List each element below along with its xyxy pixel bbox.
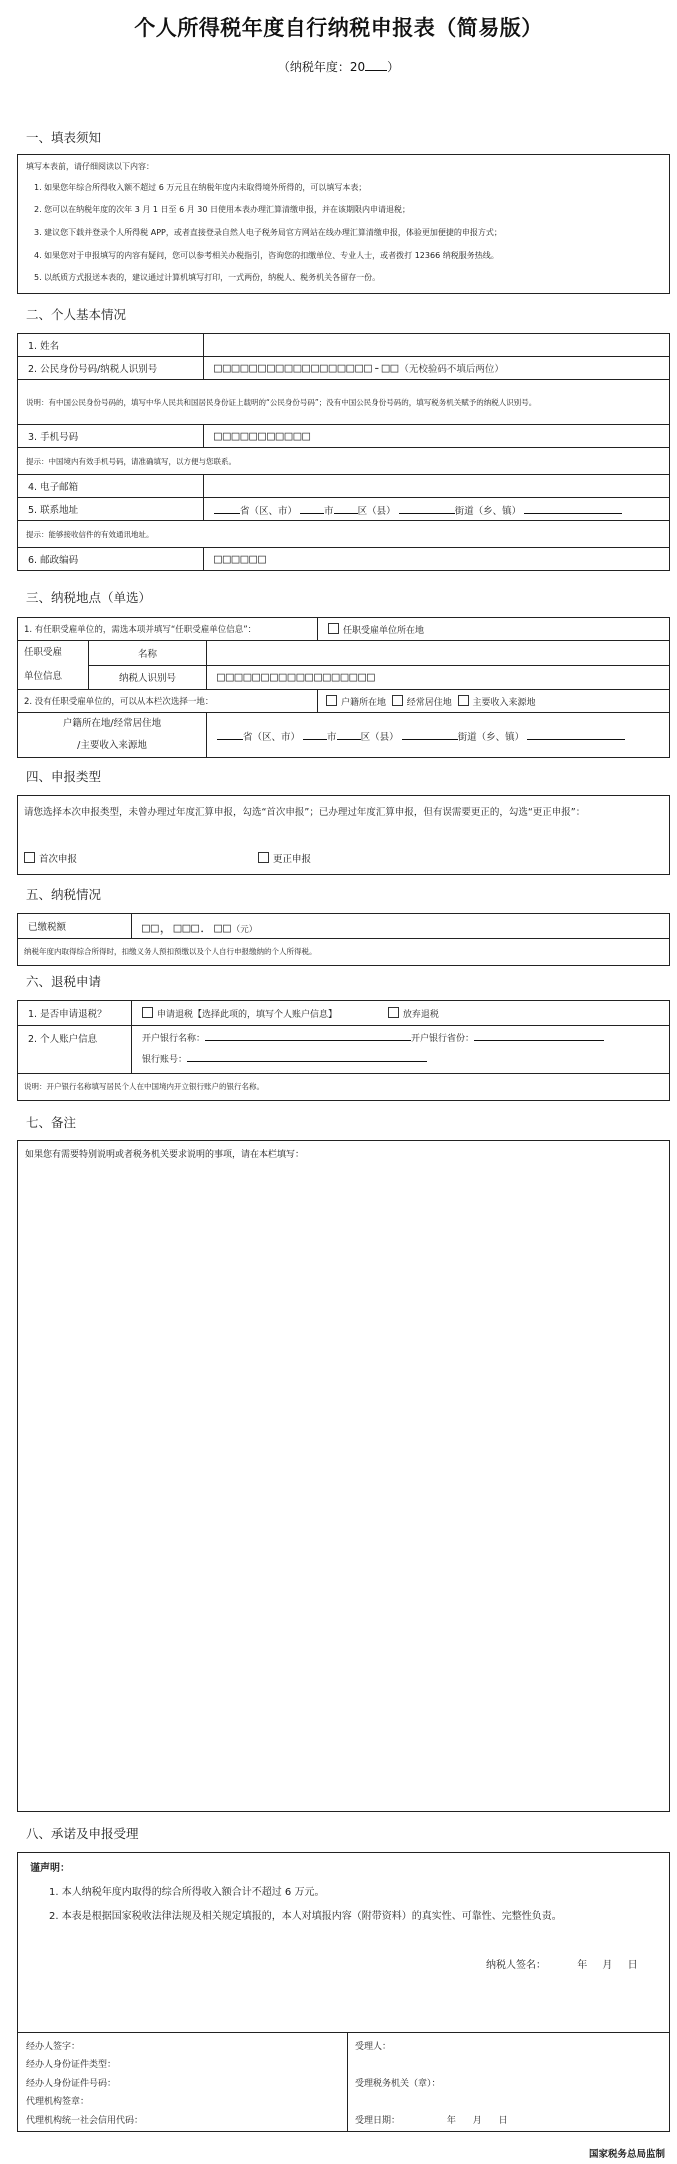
section-heading-declaration-type: 四、申报类型 [26, 769, 102, 784]
table-row [18, 1001, 670, 1026]
signature-label: 纳税人签名： [486, 1960, 546, 1971]
tax-year-prefix: （纳税年度：20 [277, 60, 366, 74]
detail-blank[interactable] [524, 502, 622, 514]
month-label: 月 [472, 2116, 482, 2126]
postcode-label: 6. 邮政编码 [18, 548, 204, 571]
table-row [18, 1026, 670, 1074]
street-label: 街道（乡、镇） [457, 731, 525, 743]
correction-declaration-text: 更正申报 [273, 854, 312, 865]
phone-label: 3. 手机号码 [18, 425, 204, 448]
section-heading-tax-paid: 五、纳税情况 [26, 887, 102, 902]
declaration-item: 1. 本人纳税年度内取得的综合所得收入额合计不超过 6 万元。 [49, 1887, 325, 1898]
refund-table [17, 1000, 670, 1101]
table-row [18, 665, 670, 690]
employer-info-label-2: 单位信息 [24, 671, 63, 682]
employer-option-label: 1. 有任职受雇单位的，需选本项并填写“任职受雇单位信息”： [18, 618, 318, 641]
receiver-field[interactable]: 受理人： [355, 2042, 392, 2052]
first-declaration-option[interactable] [24, 851, 77, 865]
table-row [18, 713, 670, 758]
address-input[interactable] [204, 498, 670, 521]
table-row [18, 521, 670, 548]
waive-refund-text: 放弃退税 [402, 1009, 439, 1020]
bank-name-label: 开户银行名称： [142, 1033, 206, 1044]
table-row [18, 548, 670, 571]
address-label: 5. 联系地址 [18, 498, 204, 521]
account-info-fields [132, 1026, 670, 1074]
street-blank[interactable] [402, 728, 458, 740]
apply-refund-option[interactable] [142, 1010, 337, 1020]
province-label: 省（区、市） [240, 505, 298, 517]
account-no-input[interactable] [187, 1050, 427, 1062]
id-hint: （无校验码不填后两位） [399, 363, 504, 375]
id-input[interactable] [204, 357, 670, 380]
agency-seal-field[interactable]: 代理机构签章： [26, 2097, 90, 2107]
footer-issuer: 国家税务总局监制 [588, 2149, 665, 2160]
form-title: 个人所得税年度自行纳税申报表（简易版） [134, 15, 543, 40]
employer-name-label: 名称 [89, 641, 207, 666]
name-input[interactable] [204, 334, 670, 357]
phone-note: 提示：中国境内有效手机号码，请准确填写，以方便与您联系。 [18, 448, 670, 475]
acceptance-box [17, 2032, 670, 2132]
location-label-1: 户籍所在地/经常居住地 [62, 718, 162, 729]
no-employer-options [318, 690, 670, 713]
tax-office-field[interactable]: 受理税务机关（章）： [355, 2079, 441, 2089]
agent-signature-field[interactable]: 经办人签字： [26, 2042, 81, 2052]
province-label: 省（区、市） [243, 731, 301, 743]
tax-paid-table [17, 913, 670, 966]
tax-year-line [0, 58, 677, 75]
signature-line [486, 1956, 638, 1971]
checkbox[interactable] [258, 852, 269, 863]
location-label-2: /主要收入来源地 [77, 740, 147, 751]
phone-boxes[interactable]: □□□□□□□□□□□ [214, 428, 312, 444]
postcode-boxes[interactable]: □□□□□□ [214, 551, 267, 567]
employer-tin-input[interactable] [207, 665, 670, 690]
detail-blank[interactable] [527, 728, 625, 740]
refund-note: 说明：开户银行名称填写居民个人在中国境内开立银行账户的银行名称。 [18, 1074, 670, 1101]
remarks-prompt: 如果您有需要特别说明或者税务机关要求说明的事项，请在本栏填写： [25, 1150, 305, 1160]
bank-name-input[interactable] [205, 1029, 411, 1041]
district-label: 区（县） [357, 505, 396, 517]
id-note: 说明：有中国公民身份号码的，填写中华人民共和国居民身份证上载明的“公民身份号码”；没有中国公民身份号码的，填写税务机关赋予的纳税人识别号。 [18, 380, 670, 425]
paid-tax-input[interactable] [132, 914, 670, 939]
paid-tax-note: 纳税年度内取得综合所得时，扣缴义务人预扣预缴以及个人自行申报缴纳的个人所得税。 [18, 939, 670, 966]
apply-refund-text: 申请退税【选择此项的，填写个人账户信息】 [157, 1009, 338, 1020]
checkbox-household[interactable] [326, 695, 337, 706]
basic-info-table [17, 333, 670, 571]
account-info-label: 2. 个人账户信息 [18, 1026, 132, 1074]
checkbox-income-source[interactable] [458, 695, 469, 706]
checkbox[interactable] [388, 1007, 399, 1018]
table-row [18, 334, 670, 357]
year-label: 年 [577, 1960, 588, 1971]
employer-location-text: 任职受雇单位所在地 [343, 625, 425, 636]
province-blank[interactable] [217, 728, 243, 740]
email-label: 4. 电子邮箱 [18, 475, 204, 498]
notice-item: 1. 如果您年综合所得收入额不超过 6 万元且在纳税年度内未取得境外所得的，可以填写本表； [34, 183, 367, 192]
postcode-input[interactable] [204, 548, 670, 571]
bank-province-input[interactable] [474, 1029, 604, 1041]
province-blank[interactable] [214, 502, 240, 514]
no-employer-option-label: 2. 没有任职受雇单位的，可以从本栏次选择一地： [18, 690, 318, 713]
tax-year-suffix: ） [387, 60, 400, 74]
paid-tax-label: 已缴税额 [18, 914, 132, 939]
table-row [18, 939, 670, 966]
location-address-label [18, 713, 207, 758]
income-source-text: 主要收入来源地 [472, 697, 536, 708]
agency-credit-code-field[interactable]: 代理机构统一社会信用代码： [26, 2116, 144, 2126]
declaration-title: 谨声明： [30, 1863, 70, 1874]
district-blank[interactable] [337, 728, 361, 740]
paid-tax-boxes[interactable]: □□，□□□．□□ [142, 920, 232, 936]
section-heading-tax-location: 三、纳税地点（单选） [26, 590, 152, 605]
account-no-label: 银行账号： [142, 1054, 188, 1065]
employer-info-group-label [18, 641, 89, 690]
tax-year-input[interactable] [365, 58, 387, 71]
residence-text: 经常居住地 [406, 697, 452, 708]
section-heading-notice: 一、填表须知 [26, 130, 102, 145]
agent-id-type-field[interactable]: 经办人身份证件类型： [26, 2060, 117, 2070]
declaration-item: 2. 本表是根据国家税收法律法规及相关规定填报的，本人对填报内容（附带资料）的真实性、可靠性、完整性负责。 [49, 1911, 562, 1922]
name-label: 1. 姓名 [18, 334, 204, 357]
table-row [18, 448, 670, 475]
first-declaration-text: 首次申报 [39, 854, 78, 865]
notice-item: 5. 以纸质方式报送本表的，建议通过计算机填写打印，一式两份，纳税人、税务机关各留存一份。 [34, 273, 381, 282]
table-row [18, 618, 670, 641]
day-label: 日 [498, 2116, 508, 2126]
employer-tin-label: 纳税人识别号 [89, 665, 207, 690]
remarks-box[interactable] [17, 1140, 670, 1812]
notice-item: 2. 您可以在纳税年度的次年 3 月 1 日至 6 月 30 日使用本表办理汇算清缴申报，并在该期限内申请退税； [34, 205, 410, 214]
street-blank[interactable] [399, 502, 455, 514]
district-blank[interactable] [334, 502, 358, 514]
month-label: 月 [602, 1960, 613, 1971]
employer-info-label-1: 任职受雇 [24, 647, 63, 658]
waive-refund-option[interactable] [388, 1010, 439, 1020]
phone-input[interactable] [204, 425, 670, 448]
receive-date-field[interactable] [355, 2113, 508, 2126]
table-row [18, 690, 670, 713]
section-heading-remarks: 七、备注 [26, 1115, 77, 1130]
section-heading-commitment: 八、承诺及申报受理 [26, 1826, 139, 1841]
checkbox[interactable] [142, 1007, 153, 1018]
year-label: 年 [446, 2116, 456, 2126]
location-address-input[interactable] [207, 713, 670, 758]
agent-id-number-field[interactable]: 经办人身份证件号码： [26, 2079, 117, 2089]
checkbox[interactable] [328, 623, 339, 634]
employer-tin-boxes[interactable]: □□□□□□□□□□□□□□□□□□ [217, 669, 376, 685]
checkbox-residence[interactable] [392, 695, 403, 706]
column-divider [347, 2033, 348, 2131]
address-note: 提示：能够接收信件的有效通讯地址。 [18, 521, 670, 548]
notice-item: 4. 如果您对于申报填写的内容有疑问，您可以参考相关办税指引，咨询您的扣缴单位、专业人士，或者拨打 12366 纳税服务热线。 [34, 251, 499, 260]
paid-tax-unit: （元） [231, 924, 258, 935]
declaration-type-instruction: 请您选择本次申报类型，未曾办理过年度汇算申报，勾选“首次申报”；已办理过年度汇算申报，但有误需要更正的，勾选“更正申报”： [24, 807, 586, 818]
table-row [18, 380, 670, 425]
city-blank[interactable] [300, 502, 324, 514]
employer-location-option[interactable] [318, 618, 670, 641]
street-label: 街道（乡、镇） [454, 505, 522, 517]
section-heading-basic-info: 二、个人基本情况 [26, 307, 127, 322]
city-label: 市 [324, 505, 334, 517]
declaration-type-box [17, 795, 670, 875]
table-row [18, 1074, 670, 1101]
employer-name-input[interactable] [207, 641, 670, 666]
refund-choices [132, 1001, 670, 1026]
table-row [18, 914, 670, 939]
table-row [18, 498, 670, 521]
email-input[interactable] [204, 475, 670, 498]
section-heading-refund: 六、退税申请 [26, 974, 102, 989]
table-row [18, 475, 670, 498]
declaration-box [17, 1852, 670, 2033]
notice-intro: 填写本表前，请仔细阅读以下内容： [26, 162, 154, 171]
tax-location-table [17, 617, 670, 758]
city-label: 市 [327, 731, 337, 743]
household-text: 户籍所在地 [341, 697, 387, 708]
checkbox[interactable] [24, 852, 35, 863]
notice-box [17, 154, 670, 294]
table-row [18, 357, 670, 380]
id-boxes[interactable]: □□□□□□□□□□□□□□□□□□-□□ [214, 360, 400, 376]
city-blank[interactable] [303, 728, 327, 740]
remarks-input[interactable] [25, 1165, 662, 1804]
refund-question-label: 1. 是否申请退税？ [18, 1001, 132, 1026]
table-row [18, 641, 670, 666]
table-row [18, 425, 670, 448]
correction-declaration-option[interactable] [258, 851, 311, 865]
bank-province-label: 开户银行省份： [411, 1033, 475, 1044]
district-label: 区（县） [360, 731, 399, 743]
notice-item: 3. 建议您下载并登录个人所得税 APP，或者直接登录自然人电子税务局官方网站在线办理汇算清缴申报，体验更加便捷的申报方式； [34, 228, 502, 237]
receive-date-label: 受理日期： [355, 2116, 401, 2126]
day-label: 日 [627, 1960, 638, 1971]
id-label: 2. 公民身份号码/纳税人识别号 [18, 357, 204, 380]
